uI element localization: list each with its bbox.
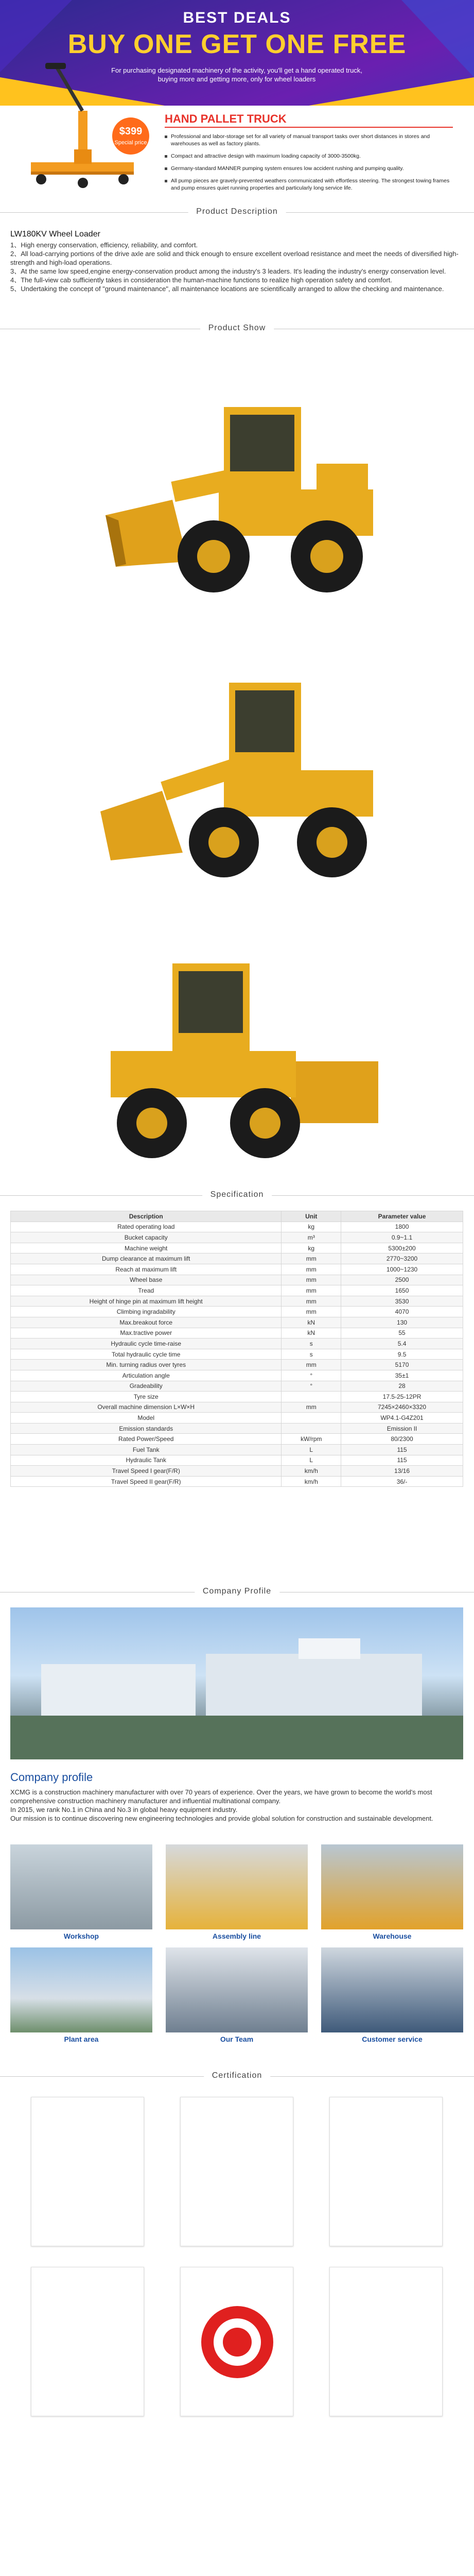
red-dot-logo — [181, 2267, 294, 2417]
tile-caption-our-team: Our Team — [220, 2035, 254, 2043]
spec-row — [11, 1264, 463, 1275]
spec-header-description: Description — [11, 1211, 282, 1222]
customer-service-photo — [321, 1947, 463, 2032]
tile-caption-assembly-line: Assembly line — [212, 1932, 261, 1940]
factory-photo — [10, 1607, 463, 1759]
spec-unit-cell: m³ — [282, 1232, 341, 1243]
spec-value-cell: 1800 — [341, 1222, 463, 1232]
banner-headline: BUY ONE GET ONE FREE — [67, 29, 407, 59]
spec-description-cell: Rated Power/Speed — [11, 1434, 282, 1445]
spec-row — [11, 1392, 463, 1402]
company-profile-text — [10, 1788, 463, 1823]
spec-value-cell: 7245×2460×3320 — [341, 1402, 463, 1413]
spec-row — [11, 1317, 463, 1328]
wheel-loader-image-2 — [95, 626, 389, 889]
spec-row — [11, 1413, 463, 1423]
wheel-loader-image-3 — [95, 907, 389, 1170]
spec-value-cell: 115 — [341, 1455, 463, 1466]
spec-value-cell: 5300±200 — [341, 1243, 463, 1253]
spec-row — [11, 1466, 463, 1477]
spec-unit-cell: s — [282, 1338, 341, 1349]
spec-unit-cell: mm — [282, 1307, 341, 1317]
spec-unit-cell: km/h — [282, 1466, 341, 1477]
spec-unit-cell: mm — [282, 1402, 341, 1413]
tile-caption-customer-service: Customer service — [362, 2035, 423, 2043]
company-paragraph: XCMG is a construction machinery manufacturer with over 70 years of experience. Over the years, we have grown to become the world's most comprehensive construction machinery manufacturer and influential multinational company. — [10, 1788, 432, 1805]
product-name: HAND PALLET TRUCK — [165, 112, 287, 125]
spec-description-cell: Model — [11, 1413, 282, 1423]
spec-unit-cell: L — [282, 1445, 341, 1455]
section-company-profile — [0, 1582, 474, 1602]
spec-description-cell: Travel Speed II gear(F/R) — [11, 1476, 282, 1487]
spec-row — [11, 1402, 463, 1413]
warehouse-photo — [321, 1844, 463, 1929]
spec-value-cell: 1650 — [341, 1285, 463, 1296]
section-product-show — [0, 318, 474, 339]
company-profile-title: Company profile — [10, 1771, 93, 1784]
tile-caption-plant-area: Plant area — [64, 2035, 99, 2043]
feature-item: Professional and labor-storage set for all variety of manual transport tasks over short distances in stores and warehouses as well as factory plants. — [165, 133, 453, 147]
spec-value-cell: 3530 — [341, 1296, 463, 1307]
spec-description-cell: Min. turning radius over tyres — [11, 1360, 282, 1370]
spec-value-cell: 5.4 — [341, 1338, 463, 1349]
spec-description-cell: Fuel Tank — [11, 1445, 282, 1455]
spec-value-cell: 2770~3200 — [341, 1253, 463, 1264]
spec-description-cell: Bucket capacity — [11, 1232, 282, 1243]
description-line: 5、Undertaking the concept of "ground maintenance", all maintenance locations are scientifically arranged to allow the checking and maintenance. — [10, 285, 444, 293]
spec-unit-cell: s — [282, 1349, 341, 1360]
spec-description-cell: Tyre size — [11, 1392, 282, 1402]
banner-subtext: For purchasing designated machinery of the activity, you'll get a hand operated truck, buying more and getting more, only for wheel loaders — [111, 66, 362, 83]
section-title: Product Description — [188, 207, 286, 216]
assembly-line-photo — [166, 1844, 308, 1929]
factory-buildings — [10, 1607, 463, 1759]
spec-unit-cell — [282, 1413, 341, 1423]
red-dot-award-image — [180, 2267, 293, 2416]
spec-row — [11, 1476, 463, 1487]
spec-value-cell: WP4.1-G4Z201 — [341, 1413, 463, 1423]
spec-description-cell: Tread — [11, 1285, 282, 1296]
spec-row — [11, 1275, 463, 1285]
spec-row — [11, 1360, 463, 1370]
spec-unit-cell: kg — [282, 1222, 341, 1232]
spec-unit-cell: ° — [282, 1381, 341, 1392]
our-team-photo — [166, 1947, 308, 2032]
price-badge — [112, 117, 149, 155]
tile-caption-warehouse: Warehouse — [373, 1932, 412, 1940]
spec-table — [10, 1211, 463, 1487]
spec-row — [11, 1338, 463, 1349]
spec-value-cell: 55 — [341, 1328, 463, 1338]
price-note: Special price — [114, 140, 147, 146]
spec-header-row — [11, 1211, 463, 1222]
spec-row — [11, 1434, 463, 1445]
spec-row — [11, 1370, 463, 1381]
spec-value-cell: 13/16 — [341, 1466, 463, 1477]
product-description — [10, 230, 463, 293]
feature-item: Compact and attractive design with maximum loading capacity of 3000-3500kg. — [165, 152, 453, 160]
spec-row — [11, 1328, 463, 1338]
spec-value-cell: 35±1 — [341, 1370, 463, 1381]
feature-item: All pump pieces are gravely-prevented weathers communicated with effortless steering. The strongest towing frames and pump ensures quiet running properties and particularly long service life. — [165, 177, 453, 192]
spec-row — [11, 1349, 463, 1360]
section-title: Certification — [204, 2071, 270, 2080]
spec-value-cell: 9.5 — [341, 1349, 463, 1360]
certificate-image — [31, 2267, 144, 2416]
spec-description-cell: Max.tractive power — [11, 1328, 282, 1338]
spec-row — [11, 1423, 463, 1434]
spec-value-cell: Emission II — [341, 1423, 463, 1434]
spec-unit-cell — [282, 1423, 341, 1434]
gold-award-certificate — [329, 2267, 443, 2416]
spec-row — [11, 1307, 463, 1317]
spec-value-cell: 4070 — [341, 1307, 463, 1317]
spec-unit-cell: kg — [282, 1243, 341, 1253]
spec-description-cell: Wheel base — [11, 1275, 282, 1285]
description-line: 3、At the same low speed,engine energy-conservation product among the industry's 3 leaders. It's leading the industry's energy conservation level. — [10, 267, 446, 275]
spec-unit-cell: mm — [282, 1253, 341, 1264]
spec-row — [11, 1445, 463, 1455]
spec-description-cell: Emission standards — [11, 1423, 282, 1434]
spec-description-cell: Rated operating load — [11, 1222, 282, 1232]
spec-header-value: Parameter value — [341, 1211, 463, 1222]
spec-description-cell: Hydraulic cycle time-raise — [11, 1338, 282, 1349]
promo-banner[interactable] — [0, 0, 474, 192]
spec-unit-cell: mm — [282, 1275, 341, 1285]
feature-item: Germany-standard MANNER pumping system ensures low accident rushing and pumping quality. — [165, 165, 453, 172]
description-line: 2、All load-carrying portions of the drive axle are solid and thick enough to ensure excellent overload resistance and meet the needs of diversified high-strength and high-load operations. — [10, 250, 459, 266]
feature-list — [165, 133, 453, 192]
spec-value-cell: 36/- — [341, 1476, 463, 1487]
section-title: Specification — [202, 1190, 272, 1199]
spec-unit-cell: kN — [282, 1317, 341, 1328]
spec-unit-cell: kW/rpm — [282, 1434, 341, 1445]
spec-description-cell: Hydraulic Tank — [11, 1455, 282, 1466]
spec-unit-cell — [282, 1392, 341, 1402]
plant-area-photo — [10, 1947, 152, 2032]
company-paragraph: Our mission is to continue discovering new engineering technologies and provide global solution for construction and sustainable development. — [10, 1815, 433, 1822]
spec-row — [11, 1253, 463, 1264]
description-line: 1、High energy conservation, efficiency, reliability, and comfort. — [10, 241, 198, 249]
spec-description-cell: Reach at maximum lift — [11, 1264, 282, 1275]
spec-description-cell: Travel Speed I gear(F/R) — [11, 1466, 282, 1477]
spec-row — [11, 1243, 463, 1253]
spec-row — [11, 1381, 463, 1392]
spec-unit-cell: mm — [282, 1264, 341, 1275]
spec-description-cell: Height of hinge pin at maximum lift height — [11, 1296, 282, 1307]
spec-unit-cell: L — [282, 1455, 341, 1466]
spec-description-cell: Climbing ingradability — [11, 1307, 282, 1317]
spec-unit-cell: mm — [282, 1360, 341, 1370]
spec-row — [11, 1296, 463, 1307]
spec-body — [11, 1222, 463, 1487]
section-certification — [0, 2066, 474, 2087]
spec-description-cell: Overall machine dimension L×W×H — [11, 1402, 282, 1413]
spec-unit-cell: km/h — [282, 1476, 341, 1487]
spec-unit-cell: mm — [282, 1285, 341, 1296]
spec-unit-cell: kN — [282, 1328, 341, 1338]
spec-description-cell: Total hydraulic cycle time — [11, 1349, 282, 1360]
section-title: Company Profile — [195, 1587, 279, 1596]
spec-value-cell: 1000~1230 — [341, 1264, 463, 1275]
spec-value-cell: 2500 — [341, 1275, 463, 1285]
section-title: Product Show — [200, 324, 274, 333]
banner-best-deals: BEST DEALS — [183, 9, 291, 26]
certificate-image — [180, 2097, 293, 2246]
spec-value-cell: 28 — [341, 1381, 463, 1392]
spec-row — [11, 1455, 463, 1466]
workshop-photo — [10, 1844, 152, 1929]
spec-value-cell: 80/2300 — [341, 1434, 463, 1445]
spec-row — [11, 1285, 463, 1296]
spec-value-cell: 17.5-25-12PR — [341, 1392, 463, 1402]
spec-description-cell: Max.breakout force — [11, 1317, 282, 1328]
spec-description-cell: Articulation angle — [11, 1370, 282, 1381]
spec-unit-cell: mm — [282, 1296, 341, 1307]
wheel-loader-image-1 — [95, 345, 389, 608]
price-value: $399 — [119, 126, 143, 137]
spec-value-cell: 0.9~1.1 — [341, 1232, 463, 1243]
section-specification — [0, 1185, 474, 1206]
certificate-image — [329, 2097, 443, 2246]
company-paragraph: In 2015, we rank No.1 in China and No.3 in global heavy equipment industry. — [10, 1806, 238, 1814]
description-title: LW180KV Wheel Loader — [10, 230, 100, 239]
spec-header-unit: Unit — [282, 1211, 341, 1222]
spec-description-cell: Gradeability — [11, 1381, 282, 1392]
spec-value-cell: 130 — [341, 1317, 463, 1328]
spec-description-cell: Machine weight — [11, 1243, 282, 1253]
section-product-description — [0, 202, 474, 223]
spec-value-cell: 5170 — [341, 1360, 463, 1370]
description-line: 4、The full-view cab sufficiently takes in consideration the human-machine functions to realize high operation safety and comfort. — [10, 276, 392, 284]
spec-row — [11, 1222, 463, 1232]
spec-value-cell: 115 — [341, 1445, 463, 1455]
product-name-underline — [165, 127, 453, 128]
spec-row — [11, 1232, 463, 1243]
tile-caption-workshop: Workshop — [63, 1932, 99, 1940]
spec-description-cell: Dump clearance at maximum lift — [11, 1253, 282, 1264]
spec-unit-cell: ° — [282, 1370, 341, 1381]
certificate-image — [31, 2097, 144, 2246]
